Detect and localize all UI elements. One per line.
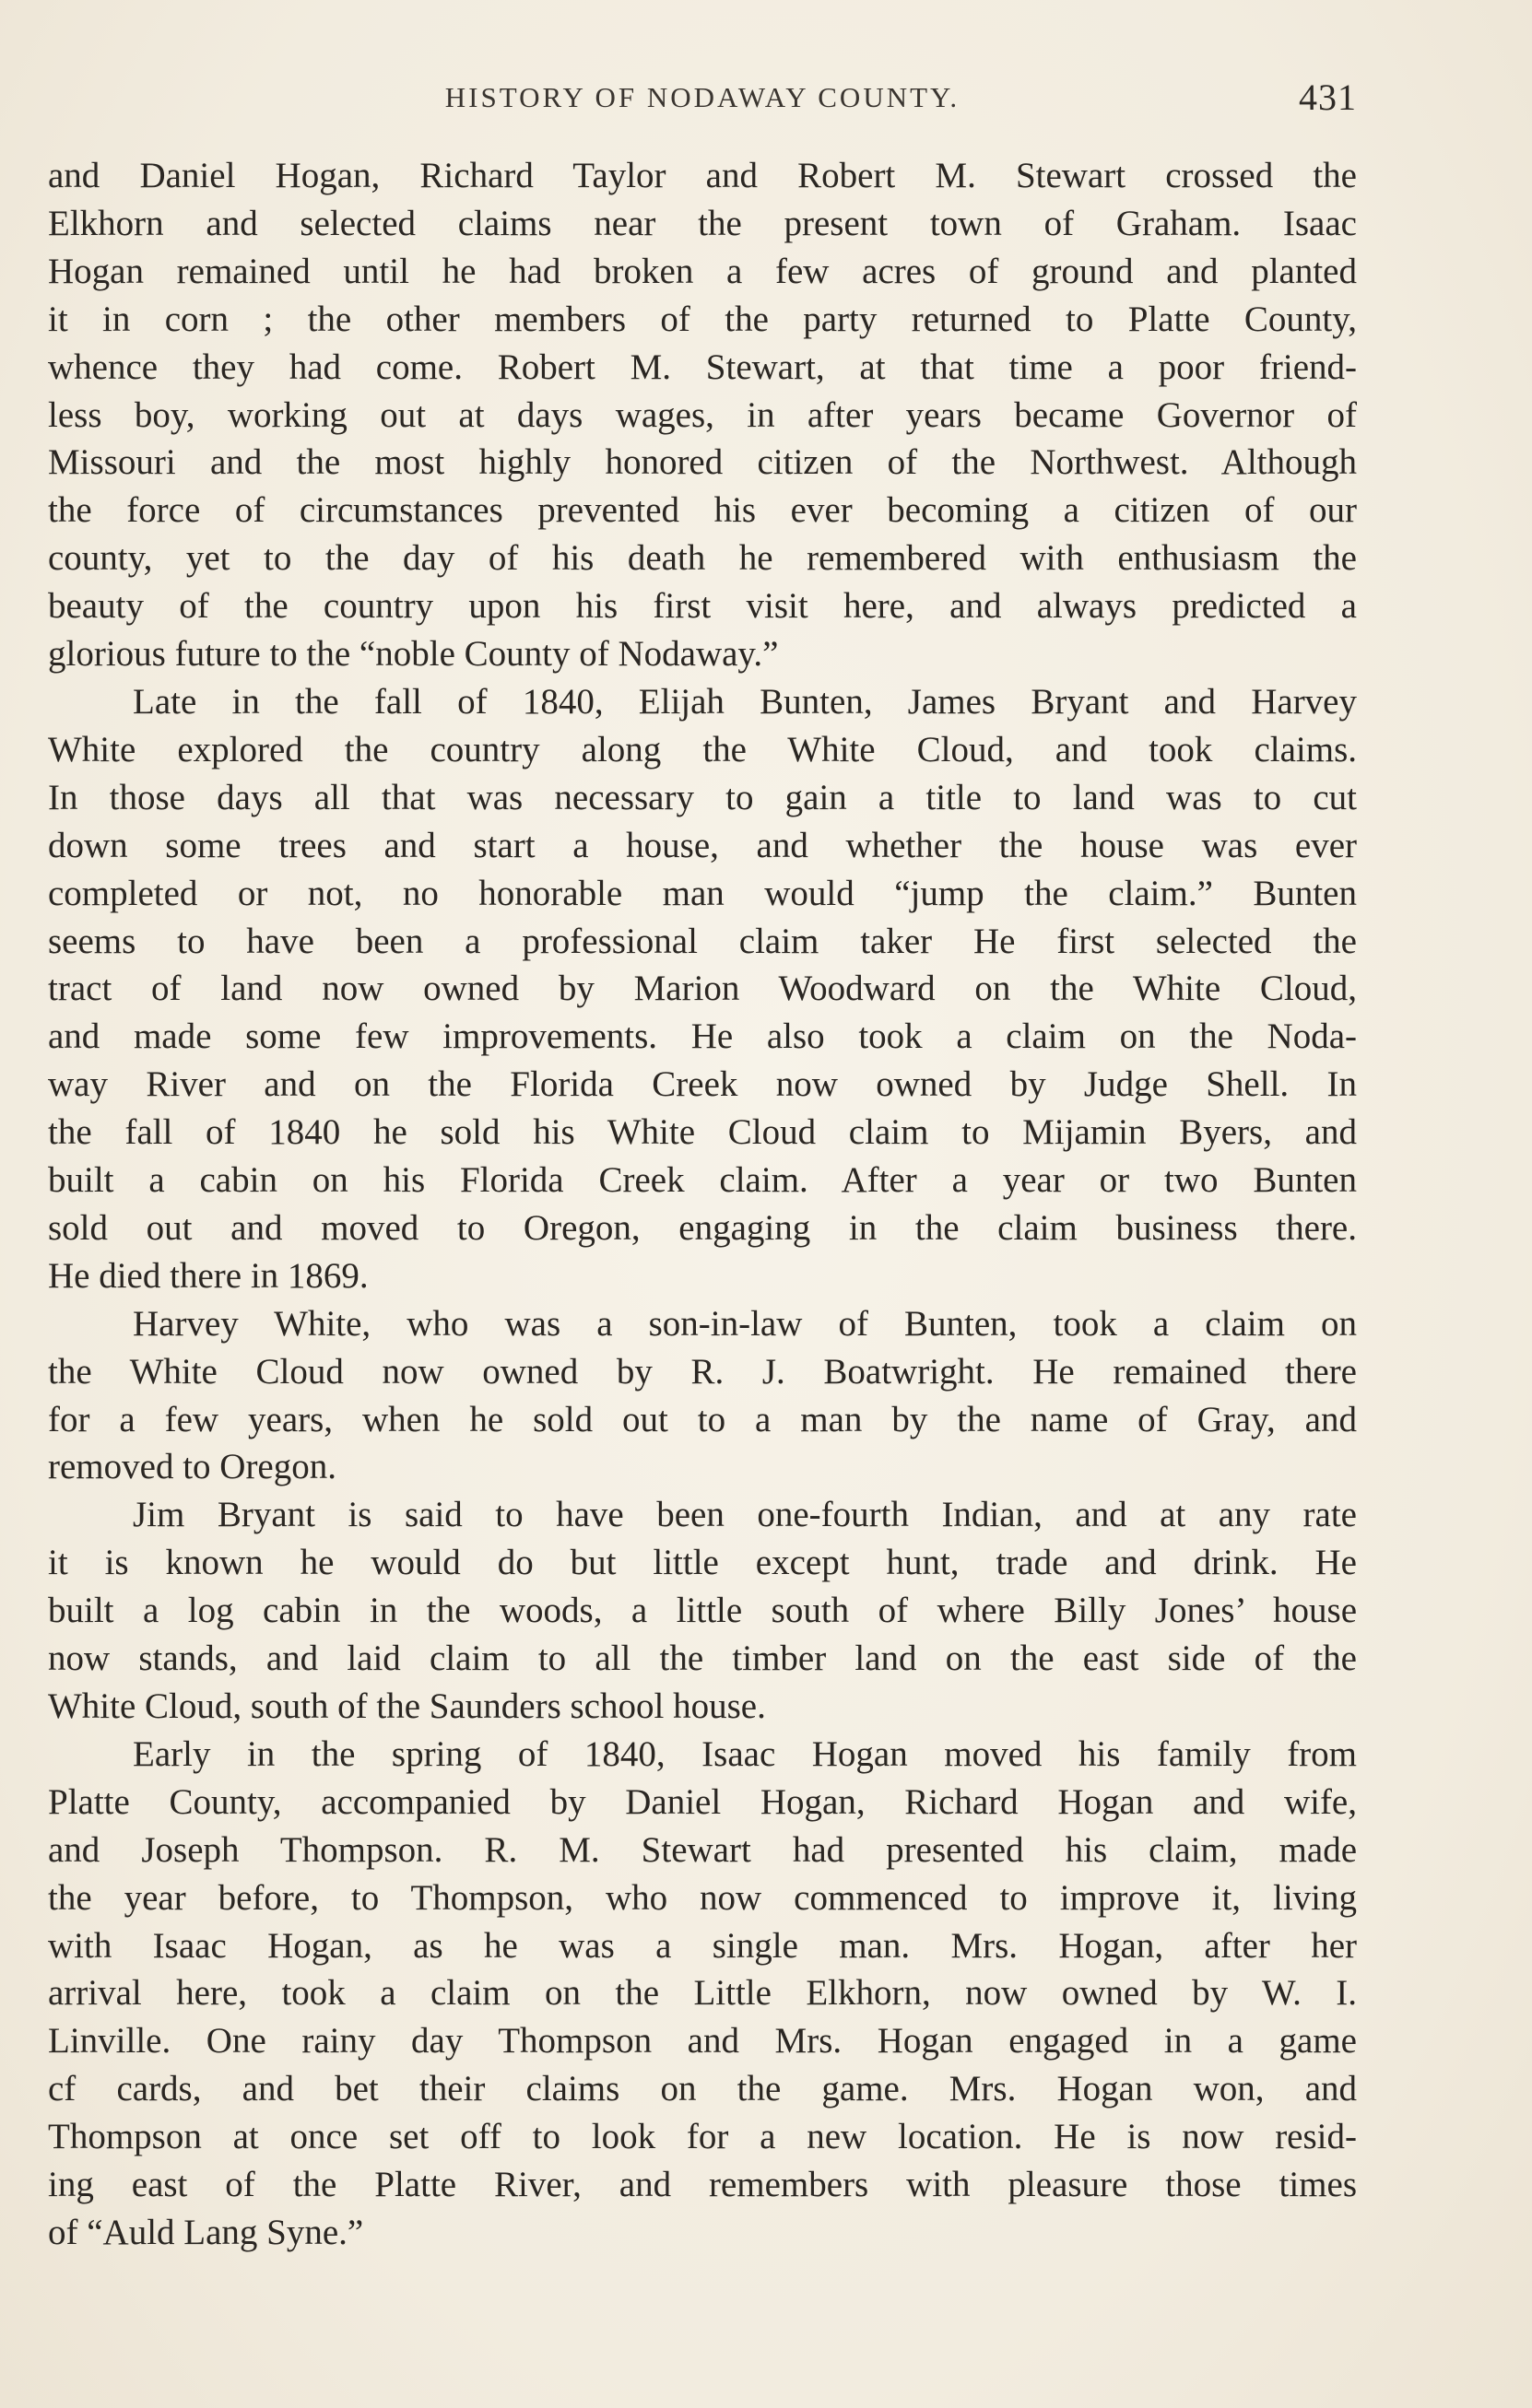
text-line: built a cabin on his Florida Creek claim. After a year or two Bunten [48, 1160, 1357, 1201]
paragraph [48, 1731, 1357, 2257]
text-line: arrival here, took a claim on the Little Elkhorn, now owned by W. I. [48, 1973, 1357, 2014]
text-line: Jim Bryant is said to have been one-fourth Indian, and at any rate [133, 1495, 1357, 1535]
paragraph [48, 1491, 1357, 1731]
text-line: removed to Oregon. [48, 1447, 336, 1487]
text-line: Hogan remained until he had broken a few acres of ground and planted [48, 251, 1357, 291]
running-title: HISTORY OF NODAWAY COUNTY. [444, 81, 960, 113]
text-line: the White Cloud now owned by R. J. Boatwright. He remained there [48, 1351, 1357, 1392]
text-line: county, yet to the day of his death he remembered with enthusiasm the [48, 538, 1357, 579]
text-line: the force of circumstances prevented his ever becoming a citizen of our [48, 490, 1357, 531]
body-text [48, 152, 1357, 2257]
text-line: tract of land now owned by Marion Woodward on the White Cloud, [48, 969, 1357, 1009]
text-line: down some trees and start a house, and whether the house was ever [48, 825, 1357, 865]
page-number: 431 [1299, 76, 1357, 118]
text-line: of “Auld Lang Syne.” [48, 2212, 364, 2252]
text-line: now stands, and laid claim to all the timber land on the east side of the [48, 1639, 1357, 1679]
text-line: Early in the spring of 1840, Isaac Hogan moved his family from [133, 1733, 1357, 1774]
text-line: In those days all that was necessary to gain a title to land was to cut [48, 777, 1357, 817]
text-line: less boy, working out at days wages, in after years became Governor of [48, 394, 1357, 435]
text-line: cf cards, and bet their claims on the game. Mrs. Hogan won, and [48, 2069, 1357, 2109]
paragraph [48, 678, 1357, 1300]
text-line: Missouri and the most highly honored citizen of the Northwest. Although [48, 442, 1357, 483]
text-line: Platte County, accompanied by Daniel Hogan, Richard Hogan and wife, [48, 1781, 1357, 1822]
running-header [48, 76, 1357, 116]
text-line: and Daniel Hogan, Richard Taylor and Robert M. Stewart crossed the [48, 156, 1357, 195]
text-line: sold out and moved to Oregon, engaging in the claim business there. [48, 1207, 1357, 1248]
text-line: seems to have been a professional claim taker He first selected the [48, 921, 1357, 961]
text-line: way River and on the Florida Creek now owned by Judge Shell. In [48, 1064, 1357, 1105]
text-line: Late in the fall of 1840, Elijah Bunten, James Bryant and Harvey [133, 681, 1357, 722]
text-line: White explored the country along the White Cloud, and took claims. [48, 729, 1357, 769]
paragraph [48, 152, 1357, 678]
text-line: Linville. One rainy day Thompson and Mrs. Hogan engaged in a game [48, 2021, 1357, 2061]
text-line: and made some few improvements. He also took a claim on the Noda- [48, 1016, 1357, 1057]
text-line: it is known he would do but little except hunt, trade and drink. He [48, 1543, 1357, 1583]
text-line: Harvey White, who was a son-in-law of Bunten, took a claim on [133, 1303, 1357, 1344]
text-line: glorious future to the “noble County of Nodaway.” [48, 634, 779, 675]
text-line: He died there in 1869. [48, 1255, 369, 1296]
text-line: and Joseph Thompson. R. M. Stewart had presented his claim, made [48, 1829, 1357, 1870]
text-line: with Isaac Hogan, as he was a single man. Mrs. Hogan, after her [48, 1925, 1357, 1966]
text-line: whence they had come. Robert M. Stewart, at that time a poor friend- [48, 347, 1357, 387]
text-line: built a log cabin in the woods, a little south of where Billy Jones’ house [48, 1591, 1357, 1631]
text-line: completed or not, no honorable man would “jump the claim.” Bunten [48, 873, 1357, 913]
text-line: White Cloud, south of the Saunders school house. [48, 1686, 766, 1726]
text-line: for a few years, when he sold out to a man by the name of Gray, and [48, 1399, 1357, 1439]
text-line: Elkhorn and selected claims near the present town of Graham. Isaac [48, 203, 1357, 243]
text-line: Thompson at once set off to look for a new location. He is now resid- [48, 2117, 1357, 2157]
text-line: it in corn ; the other members of the party returned to Platte County, [48, 299, 1357, 339]
text-line: the year before, to Thompson, who now commenced to improve it, living [48, 1877, 1357, 1918]
text-line: beauty of the country upon his first visit here, and always predicted a [48, 586, 1357, 627]
paragraph [48, 1300, 1357, 1492]
text-line: the fall of 1840 he sold his White Cloud claim to Mijamin Byers, and [48, 1112, 1357, 1153]
text-line: ing east of the Platte River, and remembers with pleasure those times [48, 2165, 1357, 2205]
